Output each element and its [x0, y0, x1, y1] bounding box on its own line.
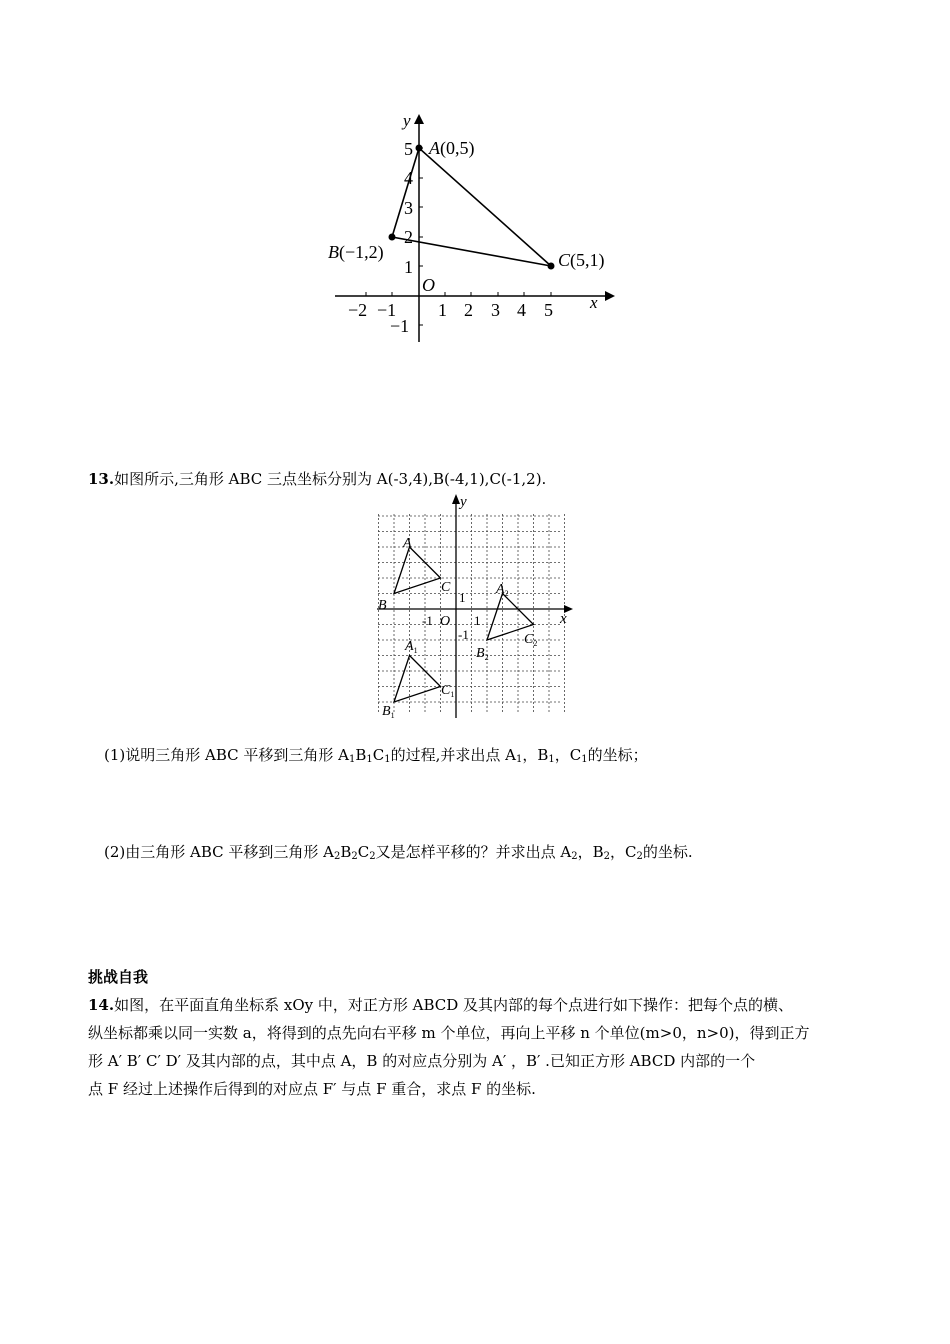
label-b: B	[378, 598, 387, 613]
label-a1: $A_1$	[405, 639, 418, 655]
y-tick-label: 4	[404, 168, 413, 188]
question-13-text	[88, 465, 546, 493]
x-axis-label: x	[560, 611, 567, 627]
y-tick-label: 5	[404, 139, 413, 159]
triangle-abc	[394, 547, 441, 594]
question-number: 14.	[88, 996, 115, 1014]
figure-1-coordinate-plane	[320, 110, 640, 350]
question-14-line-1: 14.如图，在平面直角坐标系 xOy 中，对正方形 ABCD 及其内部的每个点进行如下操作：把每个点的横、	[88, 996, 794, 1014]
x-tick-label: 3	[491, 300, 500, 320]
x-tick-label: 2	[464, 300, 473, 320]
origin-label: O	[422, 275, 435, 295]
point-b	[389, 234, 396, 241]
label-b1: $B_1$	[382, 704, 395, 720]
point-a-label: A(0,5)	[429, 138, 475, 158]
point-c	[548, 263, 555, 270]
x-axis-arrow	[605, 291, 615, 301]
label-c2: $C_2$	[524, 632, 538, 648]
y-axis-arrow	[414, 114, 424, 124]
label-c1: $C_1$	[441, 683, 455, 699]
label-b2: $B_2$	[476, 646, 489, 662]
x-axis-label: x	[590, 293, 598, 312]
x-tick-label: 1	[438, 300, 447, 320]
question-number: 13.	[88, 470, 115, 488]
question-14-line-2: 纵坐标都乘以同一实数 a，将得到的点先向右平移 m 个单位，再向上平移 n 个单位(m>0，n>0)，得到正方	[88, 1024, 810, 1042]
tick-label-x-neg: -1	[422, 613, 433, 628]
tick-label-y-pos: 1	[459, 590, 466, 605]
point-c-label: C(5,1)	[558, 250, 605, 270]
tick-label-y-neg: -1	[458, 627, 469, 642]
figure-2-grid-plane	[372, 490, 582, 722]
x-tick-label: −2	[348, 300, 368, 320]
y-tick-label: −1	[390, 316, 410, 336]
y-axis-label: y	[403, 111, 411, 130]
x-tick-label: −1	[377, 300, 397, 320]
y-axis-arrow	[452, 494, 460, 504]
question-14-line-4: 点 F 经过上述操作后得到的对应点 F′ 与点 F 重合，求点 F 的坐标.	[88, 1080, 536, 1098]
label-c: C	[441, 580, 451, 595]
section-title-challenge: 挑战自我	[88, 968, 149, 986]
y-axis-label: y	[460, 494, 467, 510]
y-tick-label: 2	[404, 227, 413, 247]
question-14-line-3: 形 A′ B′ C′ D′ 及其内部的点，其中点 A，B 的对应点分别为 A′ ，B′ .已知正方形 ABCD 内部的一个	[88, 1052, 756, 1070]
label-a: A	[403, 536, 412, 551]
origin-label: O	[440, 614, 451, 629]
x-tick-label: 5	[544, 300, 553, 320]
x-tick-label: 4	[517, 300, 526, 320]
question-13-part-2: (2)由三角形 ABC 平移到三角形 $A_2B_2C_2$又是怎样平移的？并求出点 $A_2$，$B_2$，$C_2$的坐标.	[104, 843, 693, 862]
point-a	[416, 145, 423, 152]
question-13-body: 如图所示,三角形 ABC 三点坐标分别为 A(-3,4),B(-4,1),C(-1,2).	[114, 470, 547, 488]
label-a2: $A_2$	[496, 582, 509, 598]
tick-label-x-pos: 1	[474, 613, 481, 628]
question-13-part-1: (1)说明三角形 ABC 平移到三角形 $A_1B_1C_1$的过程,并求出点 $A_1$，$B_1$，$C_1$的坐标；	[104, 746, 648, 765]
y-tick-label: 1	[404, 257, 413, 277]
triangle-abc	[392, 148, 551, 266]
y-tick-label: 3	[404, 198, 413, 218]
point-b-label: B(−1,2)	[328, 242, 384, 262]
triangle-a1b1c1	[394, 656, 441, 703]
